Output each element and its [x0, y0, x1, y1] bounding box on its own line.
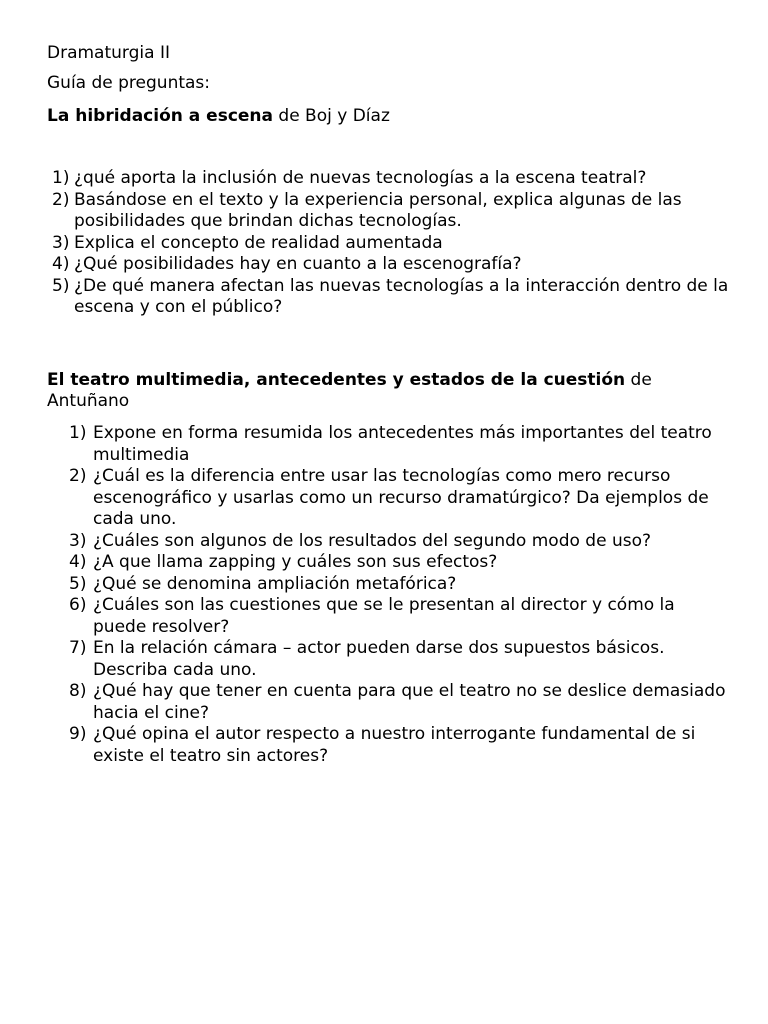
question-text: En la relación cámara – actor pueden darse dos supuestos básicos. Describa cada uno. [93, 638, 665, 680]
section2-title [47, 370, 652, 392]
question-text: ¿Qué hay que tener en cuenta para que el teatro no se deslice demasiado hacia el cine? [93, 681, 726, 723]
question-item [47, 724, 737, 767]
course-title: Dramaturgia II [47, 43, 170, 63]
question-text: ¿Qué se denomina ampliación metafórica? [93, 573, 457, 594]
question-item [47, 681, 737, 724]
question-number: 1) [52, 168, 70, 188]
section1-title [47, 106, 390, 128]
question-text: ¿De qué manera afectan las nuevas tecnologías a la interacción dentro de la escena y con el público? [74, 275, 729, 317]
question-text: Explica el concepto de realidad aumentada [74, 232, 443, 253]
question-number: 8) [69, 681, 87, 701]
question-text: ¿Qué opina el autor respecto a nuestro interrogante fundamental de si existe el teatro sin actores? [93, 724, 696, 766]
section1-title-author: de Boj y Díaz [273, 106, 390, 126]
question-number: 7) [69, 638, 87, 658]
question-text: ¿A que llama zapping y cuáles son sus efectos? [93, 552, 498, 572]
question-text: ¿Cuál es la diferencia entre usar las tecnologías como mero recurso escenográfico y usarlas como un recurso dramatúrgico? Da ejemplos de cada uno. [93, 466, 709, 529]
question-number: 3) [69, 530, 87, 551]
question-text: ¿Qué posibilidades hay en cuanto a la escenografía? [74, 254, 522, 274]
section1-question-list [47, 168, 737, 319]
question-item [47, 423, 737, 466]
question-item [47, 190, 737, 233]
question-number: 4) [52, 254, 70, 274]
question-text: Expone en forma resumida los antecedentes más importantes del teatro multimedia [93, 423, 712, 465]
question-item [47, 168, 737, 190]
question-text: ¿Cuáles son las cuestiones que se le presentan al director y cómo la puede resolver? [93, 595, 675, 637]
section2-title-author-line2: Antuñano [47, 391, 130, 411]
question-item [47, 466, 737, 531]
question-number: 6) [69, 595, 87, 615]
question-item [47, 638, 737, 681]
section2-question-list [47, 423, 737, 767]
question-text: Basándose en el texto y la experiencia personal, explica algunas de las posibilidades que brindan dichas tecnologías. [74, 189, 682, 231]
section2-title-author: de [625, 370, 652, 390]
question-number: 2) [52, 189, 70, 210]
section1-title-bold: La hibridación a escena [47, 106, 273, 126]
question-number: 4) [69, 552, 87, 572]
section2-title-bold: El teatro multimedia, antecedentes y estados de la cuestión [47, 370, 626, 390]
question-item [47, 254, 737, 276]
question-number: 2) [69, 466, 87, 486]
question-number: 5) [69, 573, 87, 594]
question-number: 5) [52, 275, 70, 296]
question-text: ¿qué aporta la inclusión de nuevas tecnologías a la escena teatral? [74, 168, 647, 188]
question-number: 1) [69, 423, 87, 443]
question-item [47, 552, 737, 574]
guide-heading: Guía de preguntas: [47, 73, 211, 93]
question-item [47, 574, 737, 596]
question-text: ¿Cuáles son algunos de los resultados del segundo modo de uso? [93, 530, 652, 551]
question-item [47, 595, 737, 638]
question-item [47, 233, 737, 255]
question-number: 3) [52, 232, 70, 253]
question-number: 9) [69, 724, 87, 744]
question-item [47, 276, 737, 319]
question-item [47, 531, 737, 553]
